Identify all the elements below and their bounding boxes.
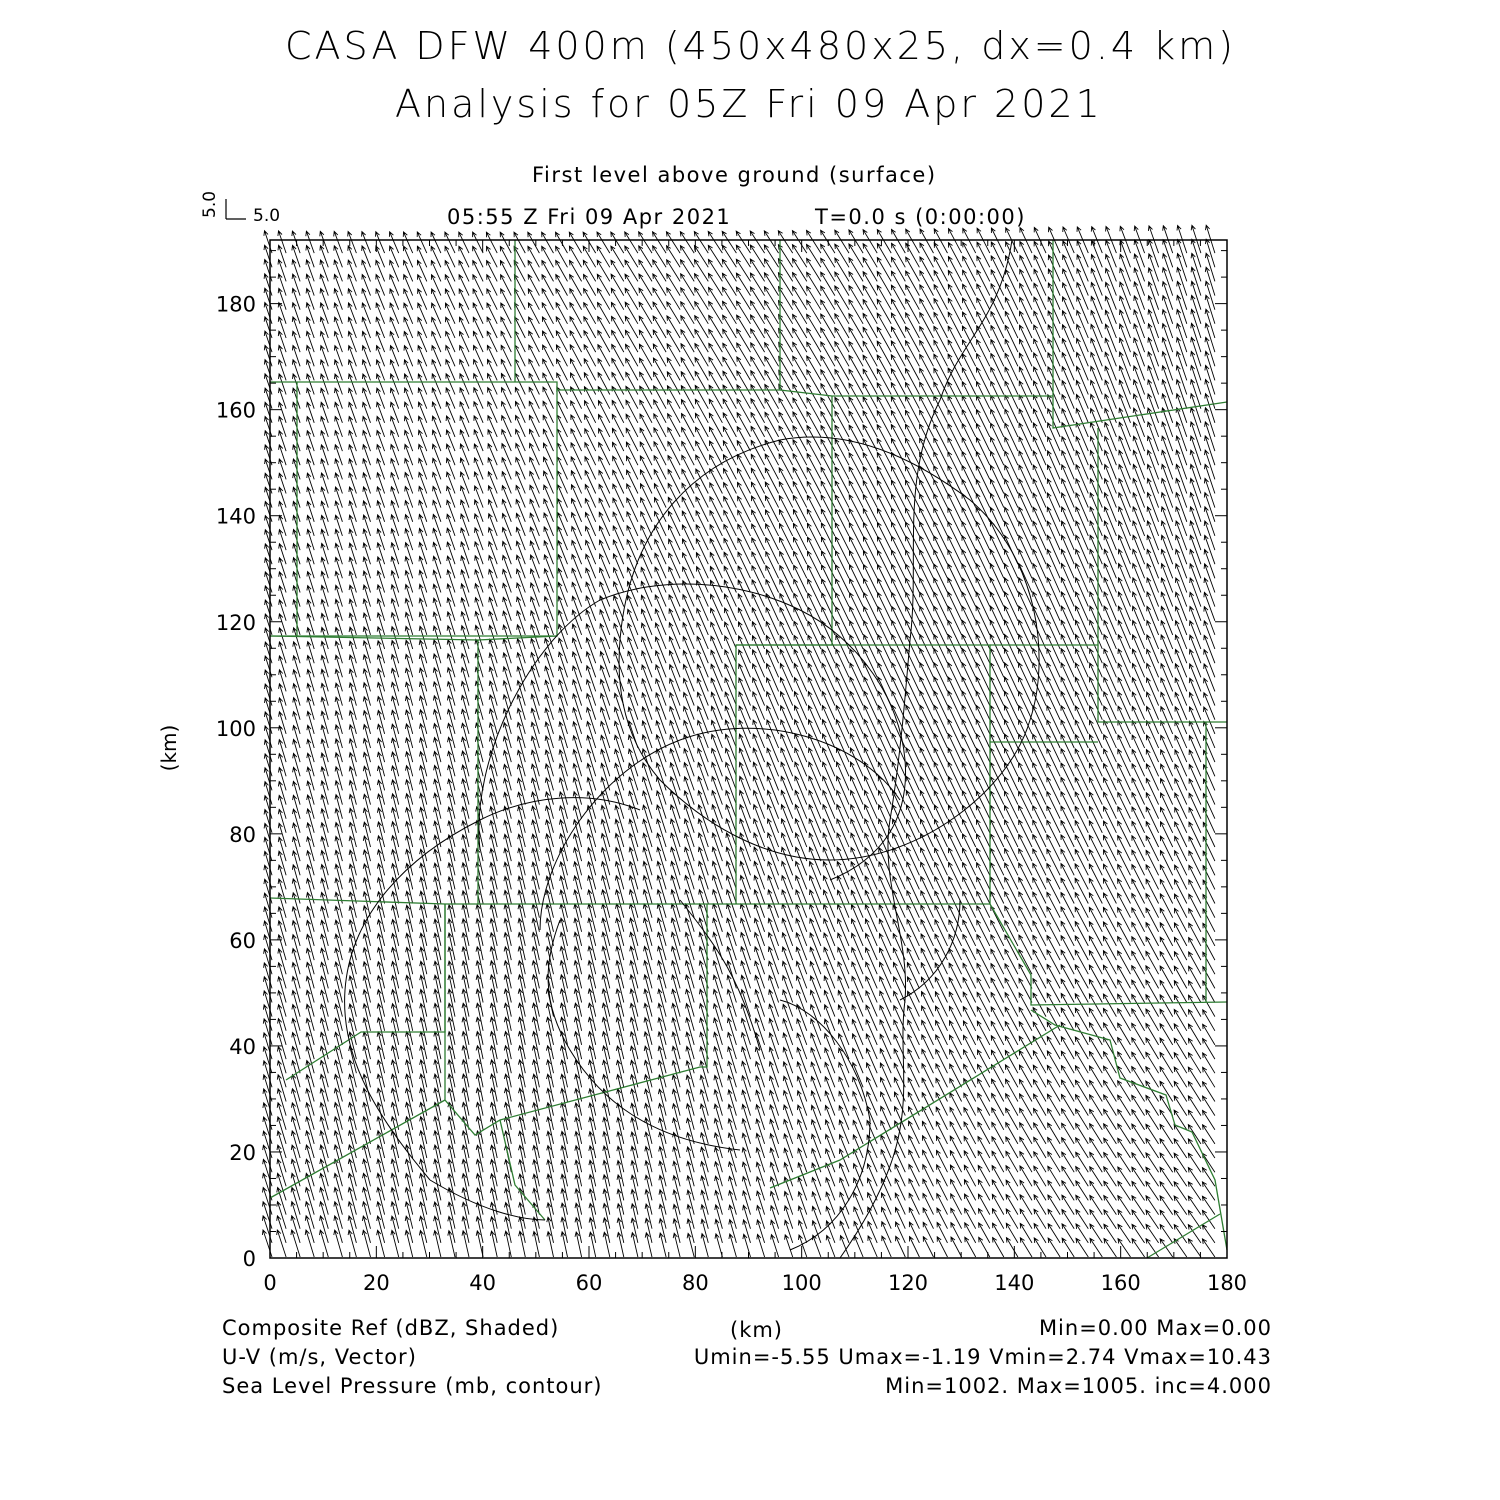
pressure-contour xyxy=(540,728,900,930)
x-tick-label: 60 xyxy=(575,1271,603,1295)
y-tick-label: 0 xyxy=(242,1247,256,1271)
footer-field1-name: Composite Ref (dBZ, Shaded) xyxy=(222,1316,560,1340)
wind-vector-field xyxy=(262,225,1215,1257)
y-tick-label: 40 xyxy=(229,1034,256,1059)
y-tick-label: 100 xyxy=(215,716,256,741)
footer-field2-stats: Umin=-5.55 Umax=-1.19 Vmin=2.74 Vmax=10.43 xyxy=(693,1345,1272,1369)
x-tick-label: 20 xyxy=(362,1271,390,1295)
x-tick-label: 100 xyxy=(781,1271,822,1295)
x-tick-label: 40 xyxy=(469,1271,497,1295)
model-time-label: T=0.0 s (0:00:00) xyxy=(815,205,1026,229)
valid-time-label: 05:55 Z Fri 09 Apr 2021 xyxy=(447,205,732,229)
vector-key-u-label: 5.0 xyxy=(253,206,281,226)
footer-field2-name: U-V (m/s, Vector) xyxy=(222,1345,417,1369)
title-line-2: Analysis for 05Z Fri 09 Apr 2021 xyxy=(395,82,1103,126)
footer-field1-stats: Min=0.00 Max=0.00 xyxy=(1038,1316,1272,1340)
county-boundary xyxy=(990,904,1031,975)
pressure-contour xyxy=(680,900,760,1050)
y-tick-label: 20 xyxy=(229,1140,256,1165)
title-line-1: CASA DFW 400m (450x480x25, dx=0.4 km) xyxy=(285,24,1237,68)
y-tick-label: 60 xyxy=(229,928,256,953)
y-tick-label: 120 xyxy=(215,610,256,635)
y-tick-label: 80 xyxy=(229,822,256,847)
footer-field3-name: Sea Level Pressure (mb, contour) xyxy=(222,1374,603,1398)
vector-key-v-label: 5.0 xyxy=(200,190,220,218)
county-boundary xyxy=(1147,1214,1220,1258)
x-tick-label: 180 xyxy=(1206,1271,1248,1295)
y-axis-label: (km) xyxy=(157,724,181,772)
x-tick-label: 80 xyxy=(681,1271,709,1295)
vector-key xyxy=(200,191,280,226)
x-tick-label: 120 xyxy=(887,1271,929,1295)
x-tick-label: 160 xyxy=(1100,1271,1141,1295)
wind-vectors xyxy=(262,225,1215,1257)
county-boundaries xyxy=(270,240,1227,1258)
county-boundary xyxy=(736,396,832,904)
footer-field3-stats: Min=1002. Max=1005. inc=4.000 xyxy=(885,1374,1272,1398)
county-boundary xyxy=(270,1100,445,1198)
y-tick-label: 180 xyxy=(215,292,256,317)
y-tick-label: 140 xyxy=(215,504,256,529)
y-tick-label: 160 xyxy=(215,398,256,423)
x-tick-label: 0 xyxy=(263,1271,277,1295)
level-label: First level above ground (surface) xyxy=(532,163,937,187)
x-axis-label: (km) xyxy=(730,1318,784,1342)
x-tick-label: 140 xyxy=(994,1271,1035,1295)
axis-ticks xyxy=(270,240,1227,1258)
plot-frame xyxy=(270,240,1227,1258)
county-boundary xyxy=(1031,1010,1227,1250)
